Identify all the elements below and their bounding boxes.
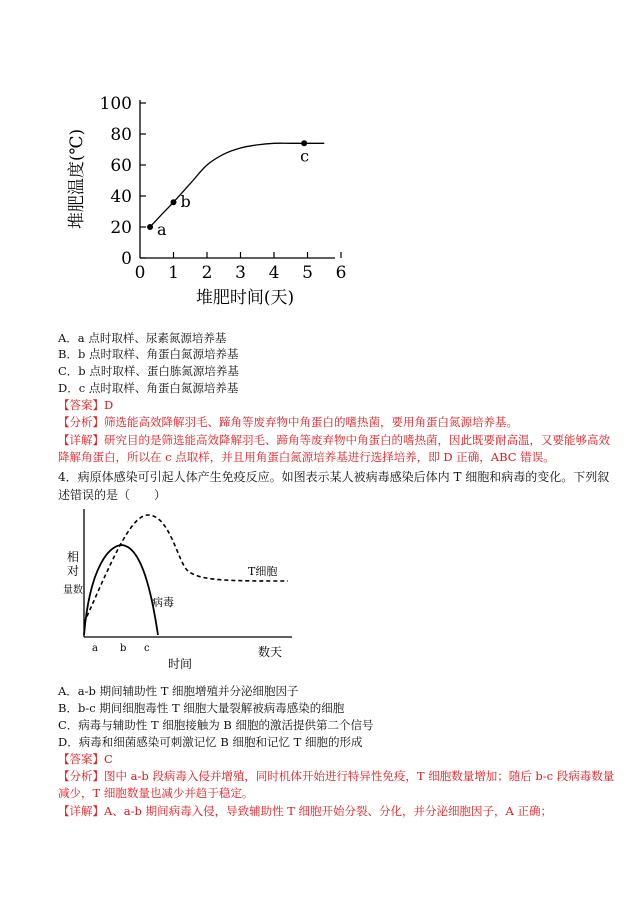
detail-text: A、a-b 期间病毒入侵，导致辅助性 T 细胞开始分裂、分化，并分泌细胞因子，A 正确； xyxy=(104,804,553,818)
x-tick-label: 2 xyxy=(201,263,213,283)
answer-tag: 【答案】 xyxy=(58,398,104,412)
x-tick-label: 3 xyxy=(235,263,246,283)
data-points xyxy=(147,140,309,239)
compost-temperature-chart xyxy=(60,85,360,315)
point-label-c: c xyxy=(300,146,310,166)
temperature-curve xyxy=(150,143,324,227)
q3-analysis xyxy=(58,414,518,430)
q3-option-d: D．c 点时取样、角蛋白氮源培养基 xyxy=(58,381,239,395)
x-axis-label: 堆肥时间(天) xyxy=(195,288,295,308)
answer-tag: 【答案】 xyxy=(58,752,104,766)
tick-b: b xyxy=(120,643,127,654)
q4-option-a: A．a-b 期间辅助性 T 细胞增殖并分泌细胞因子 xyxy=(58,684,299,698)
tick-c: c xyxy=(144,643,150,654)
detail-text: 研究目的是筛选能高效降解羽毛、蹄角等废弃物中角蛋白的嗜热菌，因此既要耐高温，又要能够高效降解角蛋白，所以在 c 点取样，并且用角蛋白氮源培养基进行选择培养，即 D 正确，ABC 错误。 xyxy=(58,433,610,464)
x-tick-label: 4 xyxy=(268,263,280,283)
q3-option-b: B．b 点时取样、角蛋白氮源培养基 xyxy=(58,347,239,361)
analysis-tag: 【分析】 xyxy=(58,415,104,429)
q4-answer xyxy=(58,751,113,767)
y-ticks xyxy=(100,94,146,269)
point-a xyxy=(147,224,153,230)
q4-detail xyxy=(58,803,552,819)
x-axis-end: 数天 xyxy=(258,645,283,659)
tcell-virus-chart xyxy=(60,505,300,675)
x-ticks xyxy=(135,252,347,283)
point-label-b: b xyxy=(180,192,191,212)
point-b xyxy=(171,199,177,205)
answer-value: C xyxy=(104,752,113,766)
virus-label: 病毒 xyxy=(152,596,174,609)
x-axis-label: 时间 xyxy=(168,657,193,671)
q4-option-b: B．b-c 期间细胞毒性 T 细胞大量裂解被病毒感染的细胞 xyxy=(58,701,345,715)
chart-axes xyxy=(140,100,335,258)
x-tick-label: 1 xyxy=(168,263,179,283)
x-tick-label: 0 xyxy=(134,263,146,283)
y-tick-label: 60 xyxy=(110,156,132,176)
point-label-a: a xyxy=(157,220,167,239)
analysis-tag: 【分析】 xyxy=(58,769,104,783)
q4-stem: 4．病原体感染可引起人体产生免疫反应。如图表示某人被病毒感染后体内 T 细胞和病毒的变化。下列叙述错误的是（ ） xyxy=(58,470,610,502)
x-tick-label: 5 xyxy=(302,263,313,283)
virus-curve xyxy=(84,545,158,635)
y-label-2: 对 xyxy=(67,564,80,578)
q4-analysis xyxy=(58,768,618,802)
y-tick-label: 100 xyxy=(99,94,132,114)
y-tick-label: 0 xyxy=(121,249,132,269)
q3-option-c: C．b 点时取样、蛋白胨氮源培养基 xyxy=(58,364,239,378)
tick-a: a xyxy=(92,643,98,654)
y-tick-label: 20 xyxy=(110,218,132,238)
q4-option-d: D．病毒和细菌感染可刺激记忆 B 细胞和记忆 T 细胞的形成 xyxy=(58,735,363,749)
detail-tag: 【详解】 xyxy=(58,804,104,818)
y-label-3: 量数 xyxy=(63,585,83,596)
q3-detail xyxy=(58,432,618,466)
answer-value: D xyxy=(104,398,114,412)
y-axis-label: 堆肥温度(℃) xyxy=(67,128,87,230)
y-label-1: 相 xyxy=(67,550,80,564)
y-tick-label: 40 xyxy=(110,187,132,207)
x-tick-label: 6 xyxy=(335,263,347,283)
analysis-text: 图中 a-b 段病毒入侵并增殖，同时机体开始进行特异性免疫，T 细胞数量增加；随后 b-c 段病毒数量减少，T 细胞数量也减少并趋于稳定。 xyxy=(58,769,615,800)
analysis-text: 筛选能高效降解羽毛、蹄角等废弃物中角蛋白的嗜热菌，要用角蛋白氮源培养基。 xyxy=(104,415,518,429)
q3-answer xyxy=(58,397,113,413)
y-tick-label: 80 xyxy=(110,125,132,145)
tcell-label: T细胞 xyxy=(248,565,278,578)
q4-option-c: C．病毒与辅助性 T 细胞接触为 B 细胞的激活提供第二个信号 xyxy=(58,718,374,732)
q3-option-a: A．a 点时取样、尿素氮源培养基 xyxy=(58,331,227,345)
detail-tag: 【详解】 xyxy=(58,433,104,447)
